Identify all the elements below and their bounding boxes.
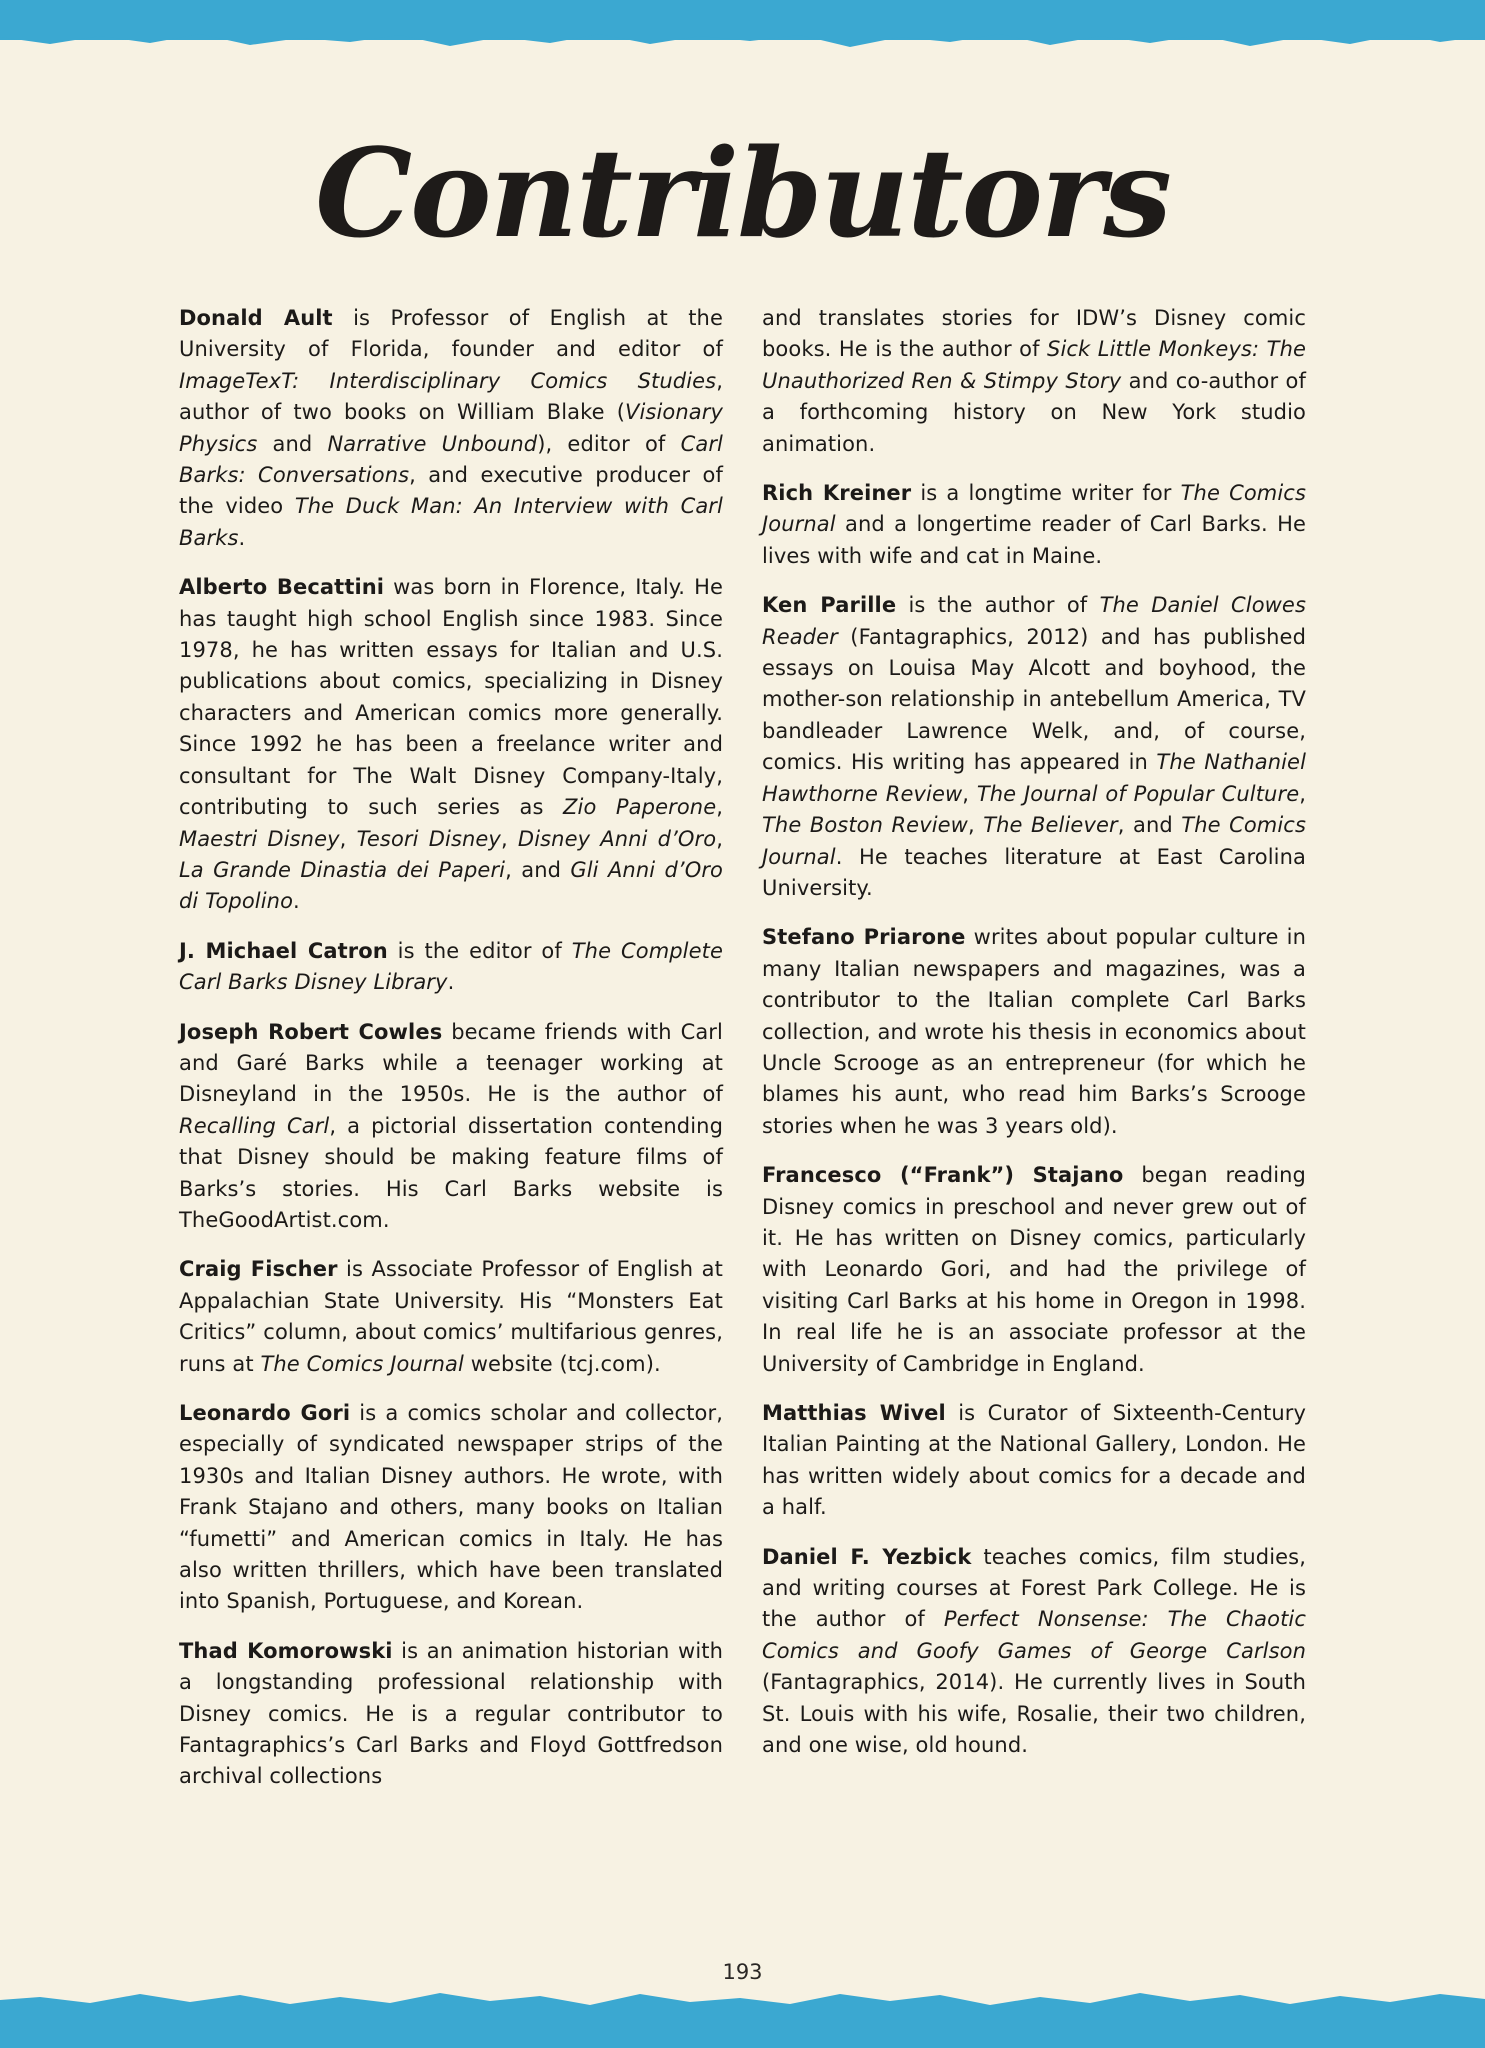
bio-text: , author of two books on William Blake ( xyxy=(179,368,723,425)
italic-title: The Nathaniel Hawthorne Review xyxy=(762,750,1307,806)
contributor-entry xyxy=(179,303,723,554)
contributor-entry xyxy=(762,478,1306,572)
contributor-name: Donald Ault xyxy=(179,306,333,330)
italic-title: Maestri Disney xyxy=(179,826,340,851)
contributor-entry xyxy=(762,1542,1306,1762)
bio-text: writes about popular culture in many Italian newspapers and magazines, was a contributor to the Italian complete Carl Barks collection, and wrote his thesis in economics about Uncle Scrooge as an entrepreneur (for which he blames his aunt, who read him Barks’s Scrooge stories when he was 3 years old). xyxy=(762,925,1306,1138)
right-column xyxy=(762,303,1306,1779)
italic-title: The Comics Journal xyxy=(260,1351,464,1376)
contributor-entry xyxy=(179,936,723,999)
italic-title: The Complete Carl Barks Disney Library xyxy=(179,938,723,995)
bio-text: , xyxy=(967,813,984,838)
bio-text: . xyxy=(293,889,300,914)
contributor-entry xyxy=(762,303,1306,460)
bio-text: and a longertime reader of Carl Barks. He lives with wife and cat in Maine. xyxy=(762,512,1306,568)
italic-title: Disney Anni d’Oro xyxy=(517,826,717,851)
bio-text: and translates stories for IDW’s Disney comic books. He is the author of xyxy=(762,306,1306,362)
bio-text: , xyxy=(716,826,723,851)
italic-title: ImageTexT: Interdisciplinary Comics Studies xyxy=(179,368,717,393)
bottom-decorative-band xyxy=(0,2006,1485,2048)
contributor-name: Craig Fischer xyxy=(179,1257,338,1282)
bio-text: and co-author of a forthcoming history on New York studio animation. xyxy=(762,368,1306,456)
bio-text: . He teaches literature at East Carolina University. xyxy=(762,844,1306,900)
contributor-name: J. Michael Catron xyxy=(179,938,388,963)
bio-text: is a comics scholar and collector, especially of syndicated newspaper strips of the 1930s and Italian Disney authors. He wrote, with Frank Stajano and others, many books on Italian “fumetti” and American comics in Italy. He has also written thrillers, which have been translated into Spanish, Portuguese, and Korean. xyxy=(179,1401,723,1614)
bio-text: website (tcj.com). xyxy=(463,1351,661,1376)
italic-title: The Daniel Clowes Reader xyxy=(762,593,1306,649)
bio-text: is the author of xyxy=(896,593,1100,618)
top-decorative-band xyxy=(0,0,1485,40)
bio-text: . xyxy=(447,970,455,995)
contributor-entry xyxy=(762,922,1306,1142)
bio-text: , xyxy=(339,826,357,851)
bio-text: (Fantagraphics, 2012) and has published essays on Louisa May Alcott and boyhood, the mother-son relationship in antebellum America, TV bandleader Lawrence Welk, and, of course, comics. His writing has appeared in xyxy=(762,624,1306,775)
contributor-name: Rich Kreiner xyxy=(762,481,912,506)
italic-title: Zio Paperone xyxy=(563,795,717,820)
page-number: 193 xyxy=(722,1960,763,1984)
italic-title: The Comics Journal xyxy=(762,481,1306,537)
italic-title: Gli Anni d’Oro di Topolino xyxy=(179,857,724,914)
page-title: Contributors xyxy=(315,121,1170,265)
italic-title: Carl Barks: Conversations xyxy=(179,431,723,488)
bio-text: is Associate Professor of English at Appalachian State University. His “Monsters Eat Critics” column, about comics’ multifarious genres, runs at xyxy=(179,1257,723,1376)
left-column xyxy=(179,303,723,1811)
bio-text: is the editor of xyxy=(387,938,572,963)
contributor-name: Joseph Robert Cowles xyxy=(179,1019,443,1044)
italic-title: La Grande Dinastia dei Paperi xyxy=(179,857,506,882)
bio-text: was born in Florence, Italy. He has taught high school English since 1983. Since 1978, he has written essays for Italian and U.S. publications about comics, specializing in Disney characters and American comics more generally. Since 1992 he has been a freelance writer and consultant for The Walt Disney Company-Italy, contributing to such series as xyxy=(179,575,723,820)
contributor-entry xyxy=(179,1398,723,1618)
italic-title: The Journal of Popular Culture xyxy=(976,781,1300,806)
bio-text: , a pictorial dissertation contending that Disney should be making feature films of Barks’s stories. His Carl Barks website is TheGoodArtist.com. xyxy=(179,1113,723,1232)
bio-text: , xyxy=(1299,781,1307,806)
bio-text: and xyxy=(257,431,328,456)
italic-title: The Duck Man: An Interview with Carl Barks xyxy=(179,494,723,550)
contributor-name: Francesco (“Frank”) Stajano xyxy=(762,1163,1124,1188)
contributor-name: Matthias Wivel xyxy=(762,1401,946,1425)
bio-text: , and xyxy=(1117,813,1182,838)
italic-title: Perfect Nonsense: The Chaotic Comics and Goofy Games of George Carlson xyxy=(762,1607,1306,1663)
italic-title: The Believer xyxy=(983,813,1118,838)
bottom-band-rough-edge xyxy=(0,1992,1485,2008)
contributor-entry xyxy=(179,1636,723,1793)
bio-text: began reading Disney comics in preschool and never grew out of it. He has written on Disney comics, particularly with Leonardo Gori, and had the privilege of visiting Carl Barks at his home in Oregon in 1998. In real life he is an associate professor at the University of Cambridge in England. xyxy=(762,1163,1306,1376)
italic-title: The Comics Journal xyxy=(762,813,1306,869)
contributor-entry xyxy=(179,572,723,917)
bio-text: is a longtime writer for xyxy=(911,481,1181,506)
contributor-entry xyxy=(179,1254,723,1380)
contributor-name: Leonardo Gori xyxy=(179,1401,351,1425)
italic-title: Visionary Physics xyxy=(179,400,723,456)
bio-text: is an animation historian with a longstanding professional relationship with Disney comics. He is a regular contributor to Fantagraphics’s Carl Barks and Floyd Gottfredson archival collections xyxy=(179,1638,723,1789)
bio-text: teaches comics, film studies, and writing courses at Forest Park College. He is the author of xyxy=(762,1544,1307,1632)
bio-text: became friends with Carl and Garé Barks while a teenager working at Disneyland in the 1950s. He is the author of xyxy=(179,1019,723,1107)
contributor-entry xyxy=(762,590,1306,904)
contributor-entry xyxy=(762,1160,1306,1380)
contributor-name: Daniel F. Yezbick xyxy=(762,1544,972,1569)
bio-text: , and executive producer of the video xyxy=(179,463,723,519)
contributor-entry xyxy=(762,1398,1306,1524)
bio-text: . xyxy=(238,525,246,550)
bio-text: ), editor of xyxy=(537,431,681,456)
italic-title: Narrative Unbound xyxy=(327,431,538,456)
bio-text: , and xyxy=(505,857,571,882)
bio-text: , xyxy=(500,826,518,851)
italic-title: Sick Little Monkeys: The Unauthorized Ren & Stimpy Story xyxy=(762,337,1307,393)
italic-title: The Boston Review xyxy=(762,813,968,838)
contributor-name: Alberto Becattini xyxy=(179,575,385,600)
italic-title: Tesori Disney xyxy=(356,826,501,851)
contributor-name: Thad Komorowski xyxy=(179,1638,393,1663)
contributor-name: Stefano Priarone xyxy=(762,925,966,950)
bio-text: , xyxy=(962,781,977,806)
top-band-rough-edge xyxy=(0,28,1485,52)
bio-text: (Fantagraphics, 2014). He currently lives in South St. Louis with his wife, Rosalie, their two children, and one wise, old hound. xyxy=(762,1670,1306,1758)
contributor-name: Ken Parille xyxy=(762,593,897,618)
italic-title: Recalling Carl xyxy=(179,1113,330,1138)
bio-text: , xyxy=(716,795,723,820)
bio-text: is Professor of English at the University of Florida, founder and editor of xyxy=(179,306,723,362)
contributor-entry xyxy=(179,1017,723,1237)
bio-text: is Curator of Sixteenth-Century Italian Painting at the National Gallery, London. He has written widely about comics for a decade and a half. xyxy=(762,1401,1306,1520)
